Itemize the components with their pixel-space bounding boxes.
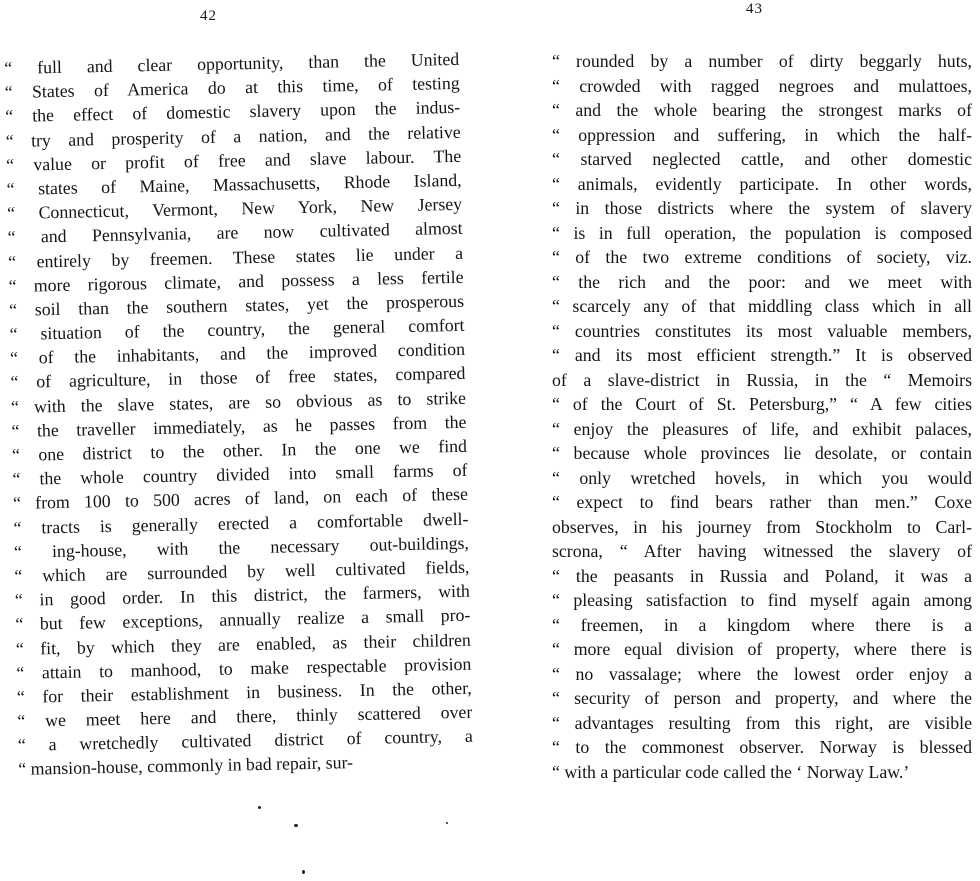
text-line: “ of agriculture, in those of free states, compared <box>10 363 466 393</box>
text-line: “ tracts is generally erected a comfortable dwell- <box>13 508 469 538</box>
text-line: “ advantages resulting from this right, are visible <box>552 712 972 733</box>
ink-speck <box>258 806 261 809</box>
text-line: “ more equal division of property, where there is <box>552 639 972 659</box>
text-line: “ of the two extreme conditions of society, viz. <box>552 247 972 267</box>
text-line: “ pleasing satisfaction to find myself again among <box>552 590 972 610</box>
text-line: “ in those districts where the system of slavery <box>552 198 972 218</box>
text-line: “ soil than the southern states, yet the prosperous <box>8 290 465 320</box>
text-line: “ of the inhabitants, and the improved condition <box>9 339 466 369</box>
ink-speck <box>446 822 448 824</box>
text-line: “ the traveller immediately, as he passes from the <box>11 411 467 441</box>
text-line: “ because whole provinces lie desolate, or contain <box>552 443 972 463</box>
text-line: “ to the commonest observer. Norway is blessed <box>552 737 972 757</box>
text-line: scrona, “ After having witnessed the slavery of <box>552 541 972 561</box>
text-line: “ for their establishment in business. In the other, <box>16 677 472 707</box>
text-line: “ we meet here and there, thinly scattered over <box>17 701 473 731</box>
text-line: “ States of America do at this time, of testing <box>4 73 460 103</box>
text-line: “ value or profit of free and slave labour. The <box>5 145 462 175</box>
text-line: “ with the slave states, are so obvious as to strike <box>10 387 467 417</box>
text-line: “ the rich and the poor: and we meet with <box>552 271 972 292</box>
text-line: “ entirely by freemen. These states lie under a <box>7 242 464 272</box>
text-line: “ a wretchedly cultivated district of country, a <box>17 725 473 756</box>
text-line: “ one district to the other. In the one we find <box>11 435 468 465</box>
text-line: of a slave-district in Russia, in the “ Memoirs <box>552 369 972 390</box>
text-line: “ states of Maine, Massachusetts, Rhode Island, <box>6 169 462 199</box>
text-line: “ more rigorous climate, and possess a less fertile <box>8 266 464 296</box>
text-line: “ but few exceptions, annually realize a small pro- <box>15 605 471 635</box>
text-line: “ oppression and suffering, in which the half- <box>552 124 972 145</box>
right-page <box>490 0 980 881</box>
text-line: “ expect to find bears rather than men.” Coxe <box>552 492 972 512</box>
text-line: “ and Pennsylvania, are now cultivated almost <box>7 218 463 248</box>
text-line: “ fit, by which they are enabled, as their children <box>15 629 472 659</box>
right-page-text <box>552 49 972 784</box>
text-line: “ is in full operation, the population is composed <box>552 222 972 243</box>
text-line: observes, in his journey from Stockholm to Carl- <box>552 516 972 537</box>
text-line: “ countries constitutes its most valuable members, <box>552 320 972 341</box>
text-line: “ rounded by a number of dirty beggarly huts, <box>552 51 972 71</box>
text-line: “ ing-house, with the necessary out-buildings, <box>13 532 470 562</box>
ink-speck <box>302 870 305 874</box>
ink-speck <box>294 824 298 827</box>
text-line: “ and its most efficient strength.” It is observed <box>552 345 972 365</box>
text-line: “ animals, evidently participate. In other words, <box>552 173 972 194</box>
text-line: “ mansion-house, commonly in bad repair, sur- <box>18 752 354 780</box>
text-line: “ Connecticut, Vermont, New York, New Jersey <box>6 193 463 224</box>
text-line: “ and the whole bearing the strongest marks of <box>552 100 972 120</box>
text-line: “ from 100 to 500 acres of land, on each of these <box>12 484 469 514</box>
text-line: “ enjoy the pleasures of life, and exhibit palaces, <box>552 418 972 439</box>
text-line: “ security of person and property, and where the <box>552 688 972 708</box>
text-line: “ try and prosperity of a nation, and the relative <box>5 121 461 151</box>
left-page-number: 42 <box>200 8 217 24</box>
text-line: “ crowded with ragged negroes and mulattoes, <box>552 75 972 96</box>
text-line: “ attain to manhood, to make respectable provision <box>16 653 472 683</box>
text-line: “ of the Court of St. Petersburg,” “ A few cities <box>552 394 972 414</box>
text-line: “ scarcely any of that middling class which in all <box>552 296 972 316</box>
text-line: “ starved neglected cattle, and other domestic <box>552 149 972 169</box>
text-line: “ the whole country divided into small farms of <box>12 459 468 490</box>
text-line: “ in good order. In this district, the farmers, with <box>14 580 471 611</box>
text-line: “ full and clear opportunity, than the United <box>4 48 460 78</box>
text-line: “ only wretched hovels, in which you would <box>552 467 972 488</box>
text-line: “ which are surrounded by well cultivated fields, <box>14 556 470 586</box>
text-line: “ freemen, in a kingdom where there is a <box>552 614 972 635</box>
text-line: “ with a particular code called the ‘ Norway Law.’ <box>552 761 910 782</box>
right-page-number: 43 <box>746 1 763 17</box>
text-line: “ the effect of domestic slavery upon the indus- <box>5 97 461 127</box>
left-page-text <box>4 47 473 782</box>
text-line: “ no vassalage; where the lowest order enjoy a <box>552 663 972 684</box>
text-line: “ the peasants in Russia and Poland, it was a <box>552 565 972 586</box>
text-line: “ situation of the country, the general comfort <box>9 314 465 345</box>
